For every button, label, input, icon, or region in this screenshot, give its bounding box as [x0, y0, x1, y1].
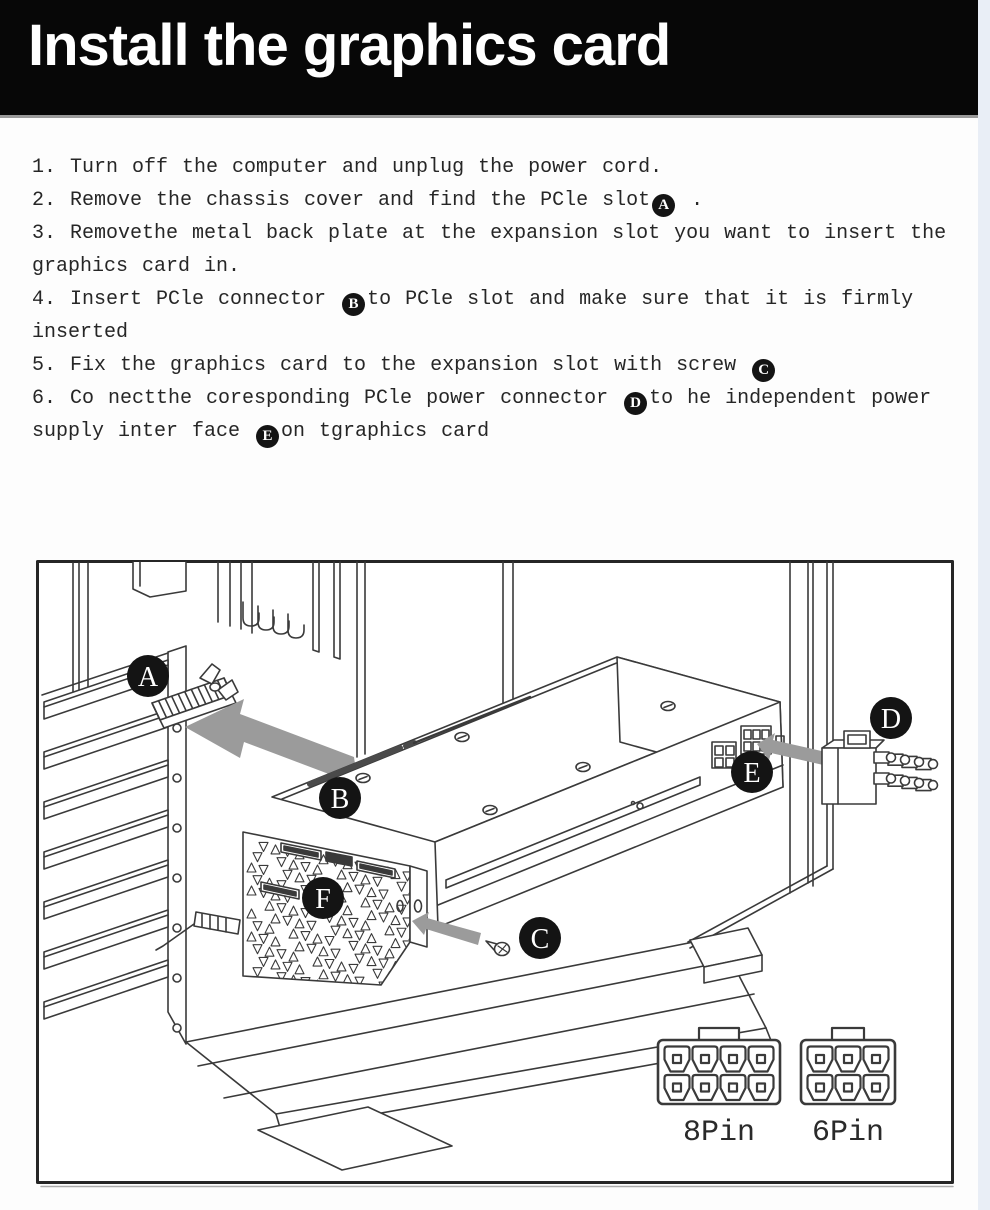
pin-socket [721, 1047, 746, 1072]
callout-c [519, 917, 561, 959]
instruction-text: . [677, 189, 704, 212]
callout-a [127, 655, 169, 697]
page-header [0, 0, 978, 118]
installation-diagram [30, 550, 960, 1200]
instruction-text: supply inter face [32, 420, 255, 443]
instructions [32, 151, 967, 448]
instruction-line [32, 316, 967, 349]
step-marker-e: E [256, 425, 279, 448]
pin-socket [864, 1047, 889, 1072]
callout-letter: A [137, 662, 159, 693]
instruction-line [32, 349, 967, 382]
pin-socket [864, 1075, 889, 1100]
instruction-text: to PCle slot and make sure that it is firmly [367, 288, 914, 311]
callout-letter: B [330, 784, 350, 815]
pin-socket [808, 1075, 833, 1100]
instruction-text: 4. Insert PCle connector [32, 288, 341, 311]
pin-socket [665, 1047, 690, 1072]
pin-socket [721, 1075, 746, 1100]
pin-socket [749, 1075, 774, 1100]
pin-socket [808, 1047, 833, 1072]
instruction-line [32, 283, 967, 316]
instruction-line [32, 382, 967, 415]
callout-letter: E [743, 758, 761, 789]
instruction-text: 1. Turn off the computer and unplug the power cord. [32, 156, 663, 179]
pin-connector-label: 8Pin [682, 1116, 756, 1150]
pin-socket [693, 1047, 718, 1072]
page-title: Install the graphics card [28, 13, 671, 78]
callout-b [319, 777, 361, 819]
pin-socket [836, 1075, 861, 1100]
pin-socket [665, 1075, 690, 1100]
step-marker-d: D [624, 392, 647, 415]
step-marker-a: A [652, 194, 675, 217]
instruction-text: on tgraphics card [281, 420, 490, 443]
pin-socket [749, 1047, 774, 1072]
callout-d [870, 697, 912, 739]
instruction-line [32, 184, 967, 217]
callout-letter: F [315, 884, 331, 915]
step-marker-b: B [342, 293, 365, 316]
step-marker-c: C [752, 359, 775, 382]
instruction-text: 5. Fix the graphics card to the expansion slot with screw [32, 354, 751, 377]
instruction-line [32, 151, 967, 184]
pin-socket [693, 1075, 718, 1100]
instruction-line [32, 217, 967, 250]
instruction-text: to he independent power [649, 387, 932, 410]
instruction-text: inserted [32, 321, 129, 344]
pin-connector-6pin [801, 1028, 895, 1150]
pin-socket [836, 1047, 861, 1072]
page-edge-strip [978, 0, 990, 1210]
instruction-text: 2. Remove the chassis cover and find the PCle slot [32, 189, 651, 212]
pin-connector-label: 6Pin [811, 1116, 885, 1150]
callout-f [302, 877, 344, 919]
callout-letter: D [880, 704, 902, 735]
instruction-line [32, 415, 967, 448]
instruction-line [32, 250, 967, 283]
instruction-text: graphics card in. [32, 255, 241, 278]
instruction-text: 3. Removethe metal back plate at the expansion slot you want to insert the [32, 222, 947, 245]
instruction-text: 6. Co nectthe coresponding PCle power connector [32, 387, 623, 410]
callout-letter: C [530, 924, 550, 955]
callout-e [731, 751, 773, 793]
